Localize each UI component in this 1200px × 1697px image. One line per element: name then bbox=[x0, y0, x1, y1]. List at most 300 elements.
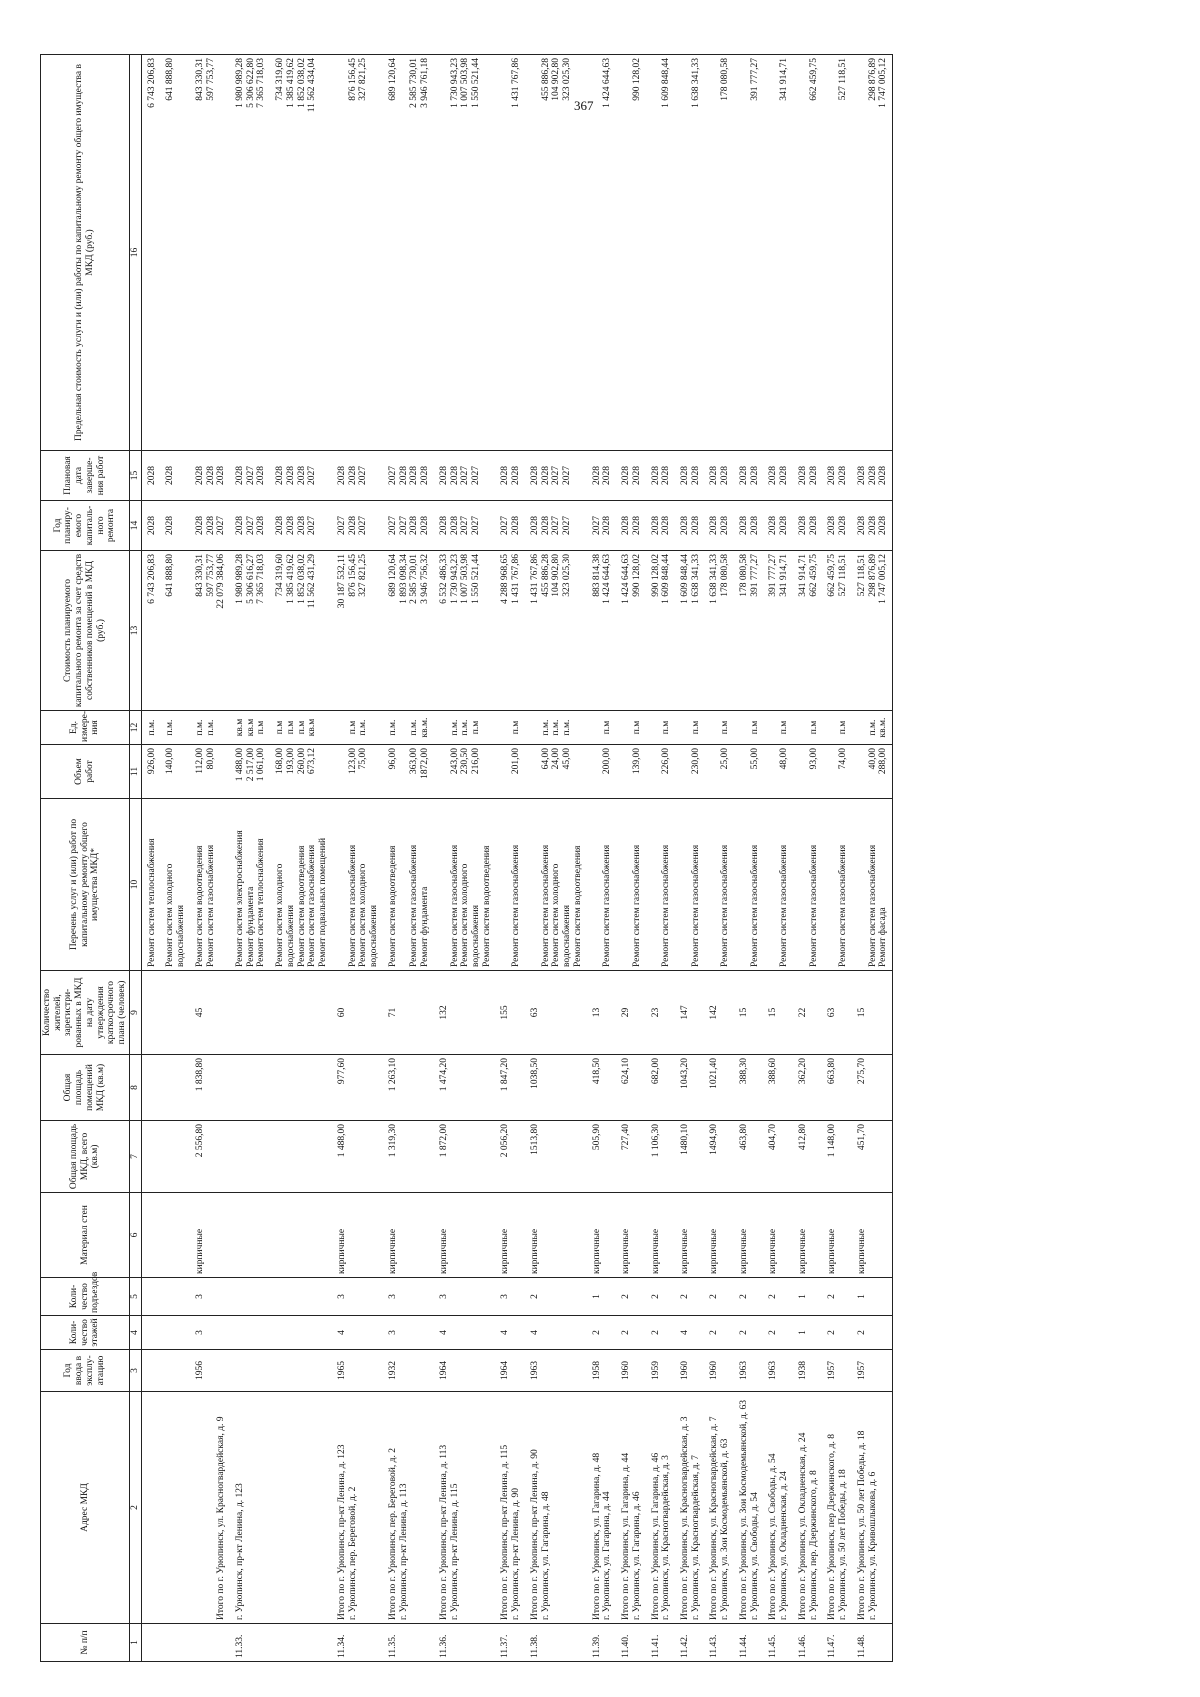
cell-line: п.м bbox=[602, 720, 613, 735]
rooms-area-cell: 275,70 bbox=[852, 1055, 893, 1121]
total-area-cell bbox=[230, 1121, 270, 1193]
cell-line: 1 980 989,28 bbox=[235, 58, 246, 108]
material-cell: кирпичные bbox=[383, 1193, 434, 1278]
cell-line: 597 753,77 bbox=[205, 554, 216, 597]
cost-cell bbox=[852, 551, 893, 711]
cell-line bbox=[147, 1395, 158, 1620]
cell-line: Итого по г. Урюпинск, ул. Свободы, д. 54 bbox=[768, 1453, 779, 1620]
cell-line: 2028 bbox=[285, 516, 296, 535]
cell-line: 2027 bbox=[562, 466, 573, 485]
cell-line bbox=[739, 58, 750, 447]
plan-year-cell bbox=[230, 501, 270, 551]
entrances-cell: 2 bbox=[646, 1278, 675, 1316]
cost-cell bbox=[434, 551, 496, 711]
plan-year-cell bbox=[190, 501, 230, 551]
year-cell: 1938 bbox=[793, 1350, 822, 1392]
cell-line bbox=[275, 1395, 286, 1620]
cell-line: 2028 bbox=[194, 516, 205, 535]
cell-line bbox=[827, 58, 838, 447]
total-area-cell bbox=[270, 1121, 332, 1193]
cell-line: 662 459,75 bbox=[827, 554, 838, 597]
cell-line: п.м. bbox=[146, 719, 157, 736]
total-area-cell: 1480,10 bbox=[675, 1121, 704, 1193]
address-cell bbox=[525, 1392, 587, 1624]
col-header: Объем работ bbox=[41, 745, 130, 799]
cell-line bbox=[857, 748, 868, 795]
cost-cell bbox=[587, 551, 616, 711]
limit-cost-cell bbox=[852, 55, 893, 451]
cell-line: 2028 bbox=[661, 516, 672, 535]
cell-line: г. Урюпинск, ул. Гагарина, д. 44 bbox=[602, 1491, 613, 1620]
year-cell: 1960 bbox=[675, 1350, 704, 1392]
year-cell: 1963 bbox=[734, 1350, 763, 1392]
cell-line: п.м bbox=[808, 720, 819, 735]
cell-line bbox=[680, 58, 691, 447]
cell-line: 2027 bbox=[500, 516, 511, 535]
cost-cell bbox=[230, 551, 270, 711]
limit-cost-cell bbox=[434, 55, 496, 451]
cell-line: 2028 bbox=[621, 466, 632, 485]
total-area-cell: 404,70 bbox=[763, 1121, 792, 1193]
cell-line bbox=[739, 802, 750, 967]
table-row bbox=[646, 55, 675, 1662]
cell-line: 2028 bbox=[336, 466, 347, 485]
cell-line: Ремонт систем газоснабжения bbox=[690, 844, 701, 967]
cell-line: 1 385 419,62 bbox=[285, 58, 296, 108]
table-row bbox=[434, 55, 496, 1662]
material-cell bbox=[160, 1193, 189, 1278]
cell-line: 2028 bbox=[690, 516, 701, 535]
cell-line: 201,00 bbox=[511, 748, 522, 775]
cell-line: 1 609 848,44 bbox=[661, 58, 672, 108]
cell-line bbox=[439, 714, 450, 741]
cell-line bbox=[500, 714, 511, 741]
plan-year-cell bbox=[141, 501, 160, 551]
cell-line: п.м. bbox=[409, 719, 420, 736]
entrances-cell bbox=[160, 1278, 189, 1316]
cell-line: Ремонт систем водоотведения bbox=[387, 845, 398, 967]
address-cell bbox=[646, 1392, 675, 1624]
cost-cell bbox=[495, 551, 524, 711]
cell-line: п.м. bbox=[387, 719, 398, 736]
works-cell bbox=[190, 799, 230, 971]
material-cell: кирпичные bbox=[675, 1193, 704, 1278]
cell-line: Ремонт подвальных помещений bbox=[318, 837, 329, 967]
rooms-area-cell bbox=[141, 1055, 160, 1121]
cell-line: 883 814,38 bbox=[591, 554, 602, 597]
cell-line bbox=[530, 714, 541, 741]
cell-line: 1 385 419,62 bbox=[285, 554, 296, 604]
address-cell bbox=[383, 1392, 434, 1624]
cell-line: Ремонт систем холодного водоснабжения bbox=[460, 863, 481, 967]
col-number: 1 bbox=[129, 1624, 141, 1662]
cell-line: г. Урюпинск, пер. Дзержинского, д. 8 bbox=[808, 1470, 819, 1620]
entrances-cell: 3 bbox=[332, 1278, 383, 1316]
limit-cost-cell bbox=[675, 55, 704, 451]
row-number: 11.38. bbox=[525, 1624, 587, 1662]
cell-line: 2027 bbox=[460, 466, 471, 485]
cell-line: 1 638 341,33 bbox=[690, 554, 701, 604]
cell-line: 80,00 bbox=[205, 748, 216, 770]
cell-line: п.м. bbox=[551, 719, 562, 736]
cell-line: 230,50 bbox=[460, 748, 471, 775]
cell-line: 2027 bbox=[245, 516, 256, 535]
cell-line bbox=[337, 748, 348, 795]
cell-line: кв.м bbox=[235, 718, 246, 737]
cell-line: Итого по г. Урюпинск, ул. Зои Космодемьянской, д. 63 bbox=[738, 1400, 749, 1620]
cell-line: 1 431 767,86 bbox=[529, 554, 540, 604]
works-cell bbox=[793, 799, 822, 971]
year-cell bbox=[160, 1350, 189, 1392]
cell-line: 2028 bbox=[878, 466, 889, 485]
cell-line bbox=[651, 802, 662, 967]
cell-line bbox=[768, 802, 779, 967]
cell-line: 140,00 bbox=[165, 748, 176, 775]
material-cell: кирпичные bbox=[822, 1193, 851, 1278]
cell-line: 2028 bbox=[738, 466, 749, 485]
limit-cost-cell bbox=[141, 55, 160, 451]
material-cell bbox=[141, 1193, 160, 1278]
cell-line: п.м bbox=[347, 720, 358, 735]
cost-cell bbox=[141, 551, 160, 711]
col-number: 7 bbox=[129, 1121, 141, 1193]
cell-line: 455 886,28 bbox=[540, 58, 551, 101]
cell-line bbox=[651, 58, 662, 447]
end-date-cell bbox=[495, 451, 524, 501]
cell-line: 2028 bbox=[296, 466, 307, 485]
cell-line: 2028 bbox=[347, 516, 358, 535]
material-cell: кирпичные bbox=[332, 1193, 383, 1278]
cell-line: Ремонт фасада bbox=[878, 907, 889, 967]
volume-cell bbox=[587, 745, 616, 799]
cell-line: 2028 bbox=[409, 516, 420, 535]
material-cell: кирпичные bbox=[616, 1193, 645, 1278]
cell-line: 2 585 730,01 bbox=[409, 554, 420, 604]
cell-line: Итого по г. Урюпинск, ул. Красногвардейская, д. 3 bbox=[679, 1416, 690, 1620]
works-cell bbox=[332, 799, 383, 971]
cell-line: 2028 bbox=[720, 466, 731, 485]
cell-line: п.м bbox=[779, 720, 790, 735]
unit-cell bbox=[270, 711, 332, 745]
cell-line: 2027 bbox=[216, 516, 227, 535]
cost-cell bbox=[793, 551, 822, 711]
cell-line: 2028 bbox=[650, 466, 661, 485]
cell-line: 2 517,00 bbox=[245, 748, 256, 782]
cell-line: 2028 bbox=[285, 466, 296, 485]
rooms-area-cell: 362,20 bbox=[793, 1055, 822, 1121]
cell-line: 1 609 848,44 bbox=[679, 554, 690, 604]
cell-line bbox=[621, 748, 632, 795]
unit-cell bbox=[434, 711, 496, 745]
material-cell: кирпичные bbox=[763, 1193, 792, 1278]
works-cell bbox=[734, 799, 763, 971]
cell-line: Ремонт систем газоснабжения bbox=[602, 844, 613, 967]
table-row bbox=[822, 55, 851, 1662]
plan-year-cell bbox=[852, 501, 893, 551]
cell-line: 200,00 bbox=[602, 748, 613, 775]
floors-cell: 4 bbox=[332, 1316, 383, 1350]
material-cell: кирпичные bbox=[495, 1193, 524, 1278]
cell-line: 123,00 bbox=[347, 748, 358, 775]
cell-line: 2028 bbox=[738, 516, 749, 535]
cell-line: 2028 bbox=[275, 466, 286, 485]
cell-line: 2028 bbox=[347, 466, 358, 485]
address-cell bbox=[822, 1392, 851, 1624]
residents-cell bbox=[141, 971, 160, 1055]
cell-line: 2028 bbox=[709, 516, 720, 535]
cell-line: 2028 bbox=[205, 466, 216, 485]
rooms-area-cell: 663,80 bbox=[822, 1055, 851, 1121]
row-number: 11.37. bbox=[495, 1624, 524, 1662]
cell-line: 391 777,27 bbox=[768, 554, 779, 597]
cell-line: 2028 bbox=[797, 516, 808, 535]
col-number: 5 bbox=[129, 1278, 141, 1316]
entrances-cell: 3 bbox=[495, 1278, 524, 1316]
limit-cost-cell bbox=[734, 55, 763, 451]
volume-cell bbox=[675, 745, 704, 799]
cell-line: п.м bbox=[470, 720, 481, 735]
cell-line: Ремонт систем холодного водоснабжения bbox=[165, 863, 187, 967]
residents-cell: 22 bbox=[793, 971, 822, 1055]
cell-line: 45,00 bbox=[562, 748, 573, 770]
cell-line: 2028 bbox=[797, 466, 808, 485]
cell-line bbox=[530, 748, 541, 795]
year-cell: 1963 bbox=[525, 1350, 587, 1392]
cell-line: 527 118,51 bbox=[838, 554, 849, 597]
cell-line: Итого по г. Урюпинск, пр-кт Ленина, д. 90 bbox=[529, 1449, 540, 1620]
row-number: 11.36. bbox=[434, 1624, 496, 1662]
cell-line: г. Урюпинск, пер. Береговой, д. 2 bbox=[347, 1486, 358, 1620]
address-cell bbox=[734, 1392, 763, 1624]
year-cell: 1956 bbox=[190, 1350, 230, 1392]
cell-line: п.м bbox=[285, 720, 296, 735]
address-cell bbox=[434, 1392, 496, 1624]
total-area-cell: 1 872,00 bbox=[434, 1121, 496, 1193]
unit-cell bbox=[852, 711, 893, 745]
cell-line bbox=[857, 714, 868, 741]
residents-cell: 142 bbox=[704, 971, 733, 1055]
unit-cell bbox=[822, 711, 851, 745]
material-cell: кирпичные bbox=[587, 1193, 616, 1278]
cell-line: 2027 bbox=[307, 516, 318, 535]
cell-line: 5 306 622,80 bbox=[245, 58, 256, 108]
cell-line: 2028 bbox=[838, 466, 849, 485]
cell-line: 226,00 bbox=[661, 748, 672, 775]
cell-line: 734 319,60 bbox=[275, 554, 286, 597]
year-cell: 1957 bbox=[852, 1350, 893, 1392]
table-row bbox=[616, 55, 645, 1662]
cell-line: г. Урюпинск, пр-кт Ленина, д. 115 bbox=[449, 1483, 460, 1620]
cell-line: г. Урюпинск, ул. Гагарина, д. 48 bbox=[540, 1491, 551, 1620]
cell-line: 2027 bbox=[470, 466, 481, 485]
end-date-cell bbox=[704, 451, 733, 501]
end-date-cell bbox=[587, 451, 616, 501]
cell-line: 2027 bbox=[551, 466, 562, 485]
cell-line: 2028 bbox=[827, 466, 838, 485]
cell-line: 2028 bbox=[768, 466, 779, 485]
cell-line: 193,00 bbox=[285, 748, 296, 775]
cell-line: 2028 bbox=[856, 516, 867, 535]
cell-line: 1 730 943,23 bbox=[449, 58, 460, 108]
cell-line: 2028 bbox=[749, 516, 760, 535]
row-number: 11.46. bbox=[793, 1624, 822, 1662]
cell-line: 230,00 bbox=[690, 748, 701, 775]
cell-line: Итого по г. Урюпинск, ул. Гагарина, д. 44 bbox=[621, 1452, 632, 1620]
row-number: 11.44. bbox=[734, 1624, 763, 1662]
address-cell bbox=[160, 1392, 189, 1624]
rooms-area-cell bbox=[230, 1055, 270, 1121]
row-number bbox=[190, 1624, 230, 1662]
residents-cell: 147 bbox=[675, 971, 704, 1055]
cell-line: г. Урюпинск, пр-кт Ленина, д. 113 bbox=[398, 1483, 409, 1620]
cell-line: 341 914,71 bbox=[797, 554, 808, 597]
cell-line: 363,00 bbox=[409, 748, 420, 775]
col-number: 12 bbox=[129, 711, 141, 745]
floors-cell: 4 bbox=[675, 1316, 704, 1350]
cell-line: Ремонт систем газоснабжения bbox=[540, 844, 551, 967]
cell-line: 75,00 bbox=[358, 748, 369, 770]
cell-line: 1 431 767,86 bbox=[511, 58, 522, 108]
cell-line: Ремонт систем водоотведения bbox=[481, 845, 492, 967]
works-cell bbox=[587, 799, 616, 971]
cell-line bbox=[798, 714, 809, 741]
rooms-area-cell: 1 263,10 bbox=[383, 1055, 434, 1121]
cell-line: 2 585 730,01 bbox=[409, 58, 420, 108]
cell-line: Ремонт систем газоснабжения bbox=[749, 844, 760, 967]
cell-line: 22 079 384,06 bbox=[216, 554, 227, 609]
table-row bbox=[763, 55, 792, 1662]
cell-line: 2027 bbox=[470, 516, 481, 535]
works-cell bbox=[495, 799, 524, 971]
volume-cell bbox=[383, 745, 434, 799]
cell-line: Итого по г. Урюпинск, ул. 50 лет Победы, д. 18 bbox=[856, 1430, 867, 1620]
cell-line bbox=[439, 58, 450, 447]
cell-line bbox=[680, 748, 691, 795]
plan-year-cell bbox=[822, 501, 851, 551]
cell-line: п.м bbox=[749, 720, 760, 735]
address-cell bbox=[495, 1392, 524, 1624]
floors-cell bbox=[160, 1316, 189, 1350]
limit-cost-cell bbox=[646, 55, 675, 451]
cell-line: 2028 bbox=[690, 466, 701, 485]
floors-cell: 2 bbox=[616, 1316, 645, 1350]
works-cell bbox=[646, 799, 675, 971]
cell-line: 527 118,51 bbox=[838, 58, 849, 101]
cell-line: Ремонт систем холодного водоснабжения bbox=[358, 863, 380, 967]
cell-line: п.м bbox=[690, 720, 701, 735]
cell-line: 2027 bbox=[551, 516, 562, 535]
cell-line: 990 128,02 bbox=[631, 58, 642, 101]
cell-line: Итого по г. Урюпинск, пер Дзержинского, д. 8 bbox=[827, 1434, 838, 1620]
works-cell bbox=[270, 799, 332, 971]
rooms-area-cell bbox=[270, 1055, 332, 1121]
col-number: 16 bbox=[129, 55, 141, 451]
cell-line: 2028 bbox=[827, 516, 838, 535]
cell-line: п.м. bbox=[358, 719, 369, 736]
cell-line: 2028 bbox=[808, 516, 819, 535]
cell-line: 341 914,71 bbox=[779, 554, 790, 597]
col-header: Плановая дата заверше-ния работ bbox=[41, 451, 130, 501]
cell-line: г. Урюпинск, ул. Кривошлыкова, д. 6 bbox=[867, 1471, 878, 1620]
residents-cell bbox=[270, 971, 332, 1055]
table-row bbox=[383, 55, 434, 1662]
cell-line: 2028 bbox=[768, 516, 779, 535]
cell-line bbox=[592, 802, 603, 967]
cell-line bbox=[827, 748, 838, 795]
cell-line: 990 128,02 bbox=[650, 554, 661, 597]
row-number bbox=[141, 1624, 160, 1662]
row-number: 11.34. bbox=[332, 1624, 383, 1662]
col-header: Материал стен bbox=[41, 1193, 130, 1278]
cell-line: п.м. bbox=[867, 719, 878, 736]
plan-year-cell bbox=[332, 501, 383, 551]
address-cell bbox=[332, 1392, 383, 1624]
cell-line: 2028 bbox=[679, 466, 690, 485]
rooms-area-cell: 1038,50 bbox=[525, 1055, 587, 1121]
cell-line: 40,00 bbox=[867, 748, 878, 770]
cell-line: 1 747 005,12 bbox=[878, 58, 889, 108]
cell-line: п.м. bbox=[194, 719, 205, 736]
total-area-cell: 1 488,00 bbox=[332, 1121, 383, 1193]
cell-line: 139,00 bbox=[631, 748, 642, 775]
cell-line bbox=[165, 1395, 176, 1620]
works-cell bbox=[616, 799, 645, 971]
cell-line: 11 562 431,29 bbox=[307, 554, 318, 609]
material-cell: кирпичные bbox=[190, 1193, 230, 1278]
cell-line: кв.м bbox=[307, 718, 318, 737]
limit-cost-cell bbox=[160, 55, 189, 451]
cell-line: 876 156,45 bbox=[347, 554, 358, 597]
cell-line: п.м bbox=[511, 720, 522, 735]
rooms-area-cell: 1 474,20 bbox=[434, 1055, 496, 1121]
cell-line bbox=[592, 748, 603, 795]
volume-cell bbox=[852, 745, 893, 799]
cell-line: 597 753,77 bbox=[205, 58, 216, 101]
floors-cell: 2 bbox=[587, 1316, 616, 1350]
cell-line bbox=[680, 802, 691, 967]
header-row bbox=[41, 55, 130, 1662]
cell-line: п.м. bbox=[449, 719, 460, 736]
cell-line: Ремонт систем газоснабжения bbox=[511, 844, 522, 967]
cost-cell bbox=[332, 551, 383, 711]
cell-line: 2028 bbox=[591, 466, 602, 485]
limit-cost-cell bbox=[793, 55, 822, 451]
plan-year-cell bbox=[675, 501, 704, 551]
volume-cell bbox=[230, 745, 270, 799]
floors-cell bbox=[230, 1316, 270, 1350]
total-area-cell: 505,90 bbox=[587, 1121, 616, 1193]
material-cell: кирпичные bbox=[704, 1193, 733, 1278]
end-date-cell bbox=[332, 451, 383, 501]
unit-cell bbox=[704, 711, 733, 745]
entrances-cell: 2 bbox=[734, 1278, 763, 1316]
end-date-cell bbox=[675, 451, 704, 501]
table-row bbox=[190, 55, 230, 1662]
cell-line: 216,00 bbox=[470, 748, 481, 775]
cell-line bbox=[399, 714, 410, 741]
total-area-cell: 1494,90 bbox=[704, 1121, 733, 1193]
col-number: 2 bbox=[129, 1392, 141, 1624]
col-header: Стоимость планируемого капитального ремонта за счет средств собственников помещений в МКД (руб.) bbox=[41, 551, 130, 711]
residents-cell: 132 bbox=[434, 971, 496, 1055]
cell-line: 1 638 341,33 bbox=[709, 554, 720, 604]
table-row bbox=[270, 55, 332, 1662]
floors-cell: 4 bbox=[434, 1316, 496, 1350]
col-header: Адрес МКД bbox=[41, 1392, 130, 1624]
cell-line: Ремонт систем газоснабжения bbox=[661, 844, 672, 967]
cell-line: п.м bbox=[631, 720, 642, 735]
cell-line bbox=[399, 58, 410, 447]
